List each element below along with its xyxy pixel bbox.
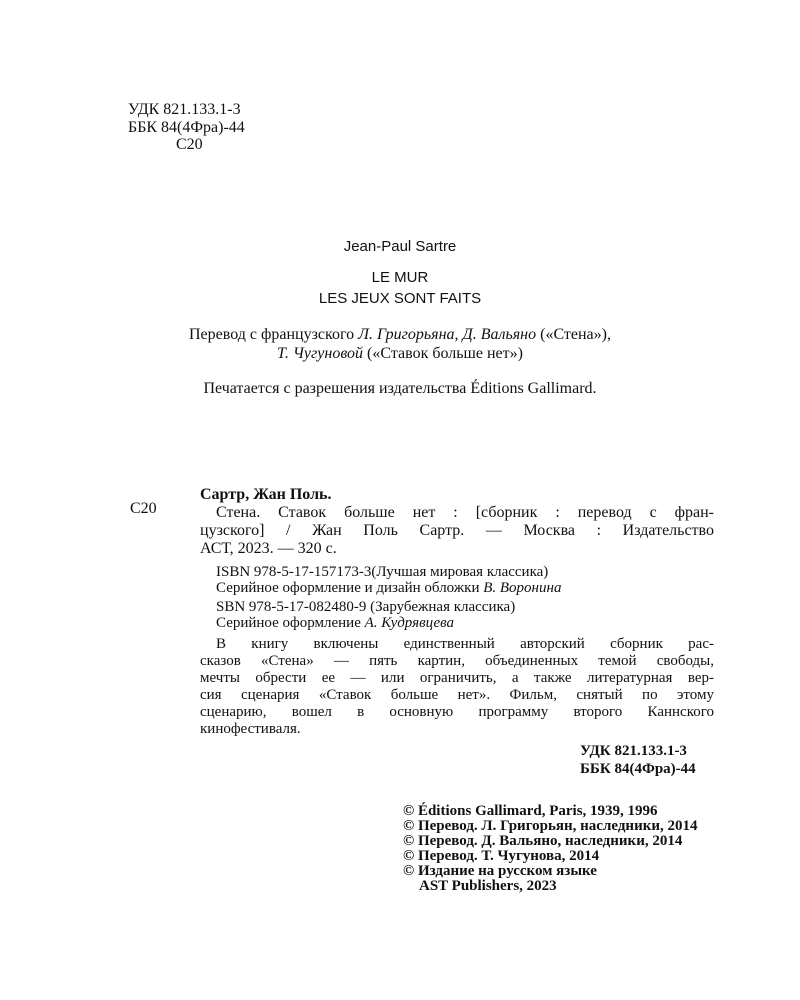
bbk-code-top: ББК 84(4Фра)-44 <box>128 119 245 136</box>
copyright-line: © Перевод. Т. Чугунова, 2014 <box>403 848 600 864</box>
isbn-line-1: ISBN 978-5-17-157173-3(Лучшая мировая классика) <box>216 564 549 580</box>
designer-name-1: В. Воронина <box>483 580 562 596</box>
designer-name-2: А. Кудрявцева <box>364 615 455 631</box>
abstract-line: сказов «Стена» — пять картин, объединенных темой свободы, <box>200 653 714 669</box>
bbk-code-bottom: ББК 84(4Фра)-44 <box>580 761 696 777</box>
translator-name-2: Т. Чугуновой <box>277 345 364 362</box>
udk-code-top: УДК 821.133.1-3 <box>128 101 241 118</box>
translation-work-2: («Ставок больше нет») <box>363 345 523 362</box>
catalog-heading: Сартр, Жан Поль. <box>200 486 332 503</box>
author-mark-top: С20 <box>176 136 203 153</box>
series-design-2-prefix: Серийное оформление <box>216 615 365 631</box>
series-design-line-2 <box>216 615 454 632</box>
translation-credit-line-2 <box>0 345 800 363</box>
copyright-line: © Перевод. Д. Вальяно, наследники, 2014 <box>403 833 683 849</box>
original-author: Jean-Paul Sartre <box>343 238 457 255</box>
permission-notice: Печатается с разрешения издательства Éditions Gallimard. <box>203 380 597 397</box>
abstract-line: сия сценария «Ставок больше нет». Фильм, снятый по этому <box>200 687 714 703</box>
copyright-line: © Издание на русском языке <box>403 863 597 879</box>
catalog-desc-line-2: цузского] / Жан Поль Сартр. — Москва : Издательство <box>200 522 714 539</box>
abstract-line: В книгу включены единственный авторский сборник рас- <box>216 636 714 652</box>
udk-code-bottom: УДК 821.133.1-3 <box>580 743 687 759</box>
translation-credit-line-1 <box>0 326 800 344</box>
isbn-line-2: SBN 978-5-17-082480-9 (Зарубежная классика) <box>216 599 516 615</box>
original-title-2: LES JEUX SONT FAITS <box>318 290 482 307</box>
abstract-line: сценарию, вошел в основную программу второго Каннского <box>200 704 714 720</box>
translation-prefix: Перевод с французского <box>189 326 359 343</box>
original-title-1: LE MUR <box>371 269 429 286</box>
translators-names: Л. Григорьяна, Д. Вальяно <box>358 326 537 343</box>
copyright-line: AST Publishers, 2023 <box>419 878 557 894</box>
abstract-line: кинофестиваля. <box>200 721 301 737</box>
catalog-desc-line-1: Стена. Ставок больше нет : [сборник : перевод с фран- <box>216 504 714 521</box>
catalog-desc-line-3: АСТ, 2023. — 320 с. <box>200 540 337 557</box>
copyright-line: © Перевод. Л. Григорьян, наследники, 2014 <box>403 818 698 834</box>
series-design-line-1 <box>216 580 561 597</box>
catalog-author-mark: С20 <box>130 500 157 517</box>
copyright-line: © Éditions Gallimard, Paris, 1939, 1996 <box>403 803 658 819</box>
abstract-line: мечты обрести ее — или ограничить, а также литературная вер- <box>200 670 714 686</box>
series-design-1-prefix: Серийное оформление и дизайн обложки <box>216 580 484 596</box>
translation-work-1: («Стена»), <box>536 326 611 343</box>
